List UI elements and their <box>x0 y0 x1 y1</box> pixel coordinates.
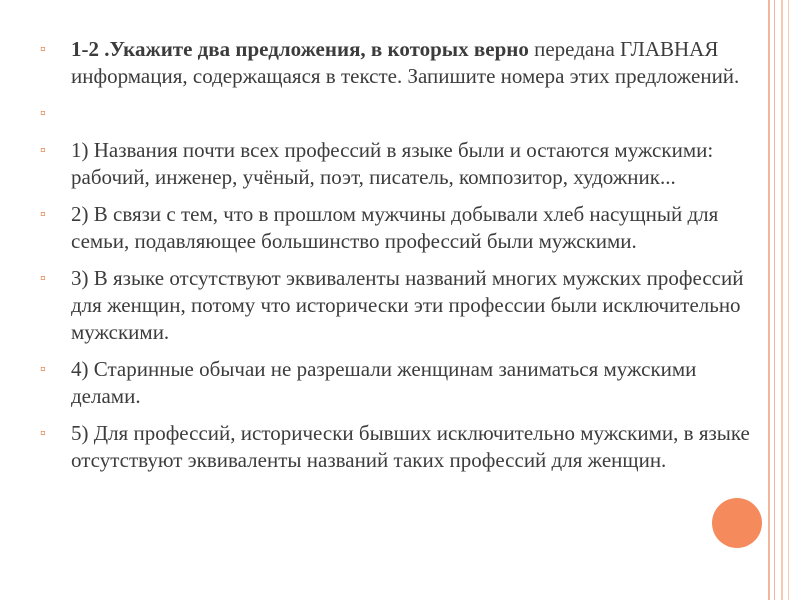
border-line <box>781 0 783 600</box>
option-1-text: 1) Названия почти всех профессий в языке были и остаются мужскими: рабочий, инженер, учёный, поэт, писатель, композитор, художник... <box>71 138 714 189</box>
border-line <box>774 0 775 600</box>
paragraph-option-1 <box>38 137 758 191</box>
paragraph-option-4 <box>38 356 758 410</box>
bullet-icon: ▫ <box>40 270 46 287</box>
bullet-icon: ▫ <box>40 361 46 378</box>
question-bold-text: 1-2 .Укажите два предложения, в которых верно <box>71 37 529 61</box>
question-text: передана ГЛАВНАЯ информация, содержащаяся в тексте. Запишите номера этих предложений. <box>71 37 740 88</box>
paragraph-question <box>38 36 758 90</box>
paragraph-empty <box>38 100 758 127</box>
paragraph-option-5 <box>38 420 758 474</box>
bullet-icon: ▫ <box>40 41 46 58</box>
option-5-text: 5) Для профессий, исторически бывших исключительно мужскими, в языке отсутствуют эквиваленты названий таких профессий для женщин. <box>71 421 750 472</box>
border-line <box>788 0 789 600</box>
option-3-text: 3) В языке отсутствуют эквиваленты названий многих мужских профессий для женщин, потому что исторически эти профессии были исключительно мужскими. <box>71 266 744 344</box>
bullet-icon: ▫ <box>40 142 46 159</box>
accent-circle <box>712 498 762 548</box>
paragraph-option-2 <box>38 201 758 255</box>
border-line <box>768 0 770 600</box>
option-4-text: 4) Старинные обычаи не разрешали женщинам заниматься мужскими делами. <box>71 357 697 408</box>
slide-content <box>38 36 758 484</box>
bullet-icon: ▫ <box>40 105 46 122</box>
paragraph-option-3 <box>38 265 758 346</box>
bullet-icon: ▫ <box>40 206 46 223</box>
bullet-icon: ▫ <box>40 425 46 442</box>
option-2-text: 2) В связи с тем, что в прошлом мужчины добывали хлеб насущный для семьи, подавляющее большинство профессий были мужскими. <box>71 202 719 253</box>
